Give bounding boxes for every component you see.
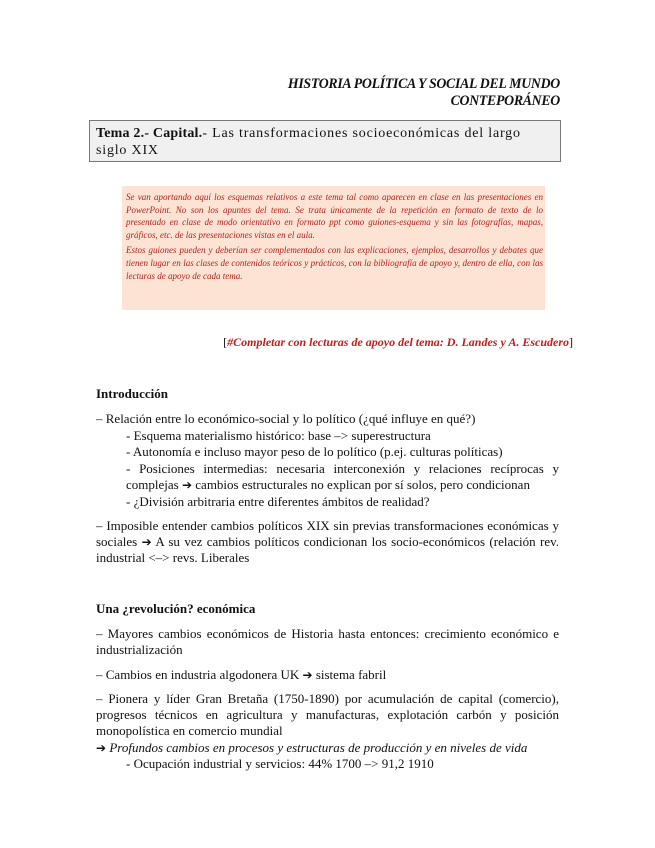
revolucion-point-3: – Pionera y líder Gran Bretaña (1750-1890) por acumulación de capital (comercio), progresos técnicos en agricultura y manufacturas, explotación carbón y posición monopolística en comercio mundial: [96, 691, 559, 738]
revolucion-point-2: – Cambios en industria algodonera UK ➔ sistema fabril: [96, 667, 387, 682]
intro-subpoint-1: - Esquema materialismo histórico: base –> superestructura: [126, 428, 431, 443]
section-heading-revolucion: Una ¿revolución? económica: [96, 601, 256, 616]
intro-point-2: – Imposible entender cambios políticos XIX sin previas transformaciones económicas y sociales ➔ A su vez cambios políticos condicionan los socio-económicos (relación rev. industrial <–> revs. Liberales: [96, 518, 559, 565]
intro-point-1: – Relación entre lo económico-social y lo político (¿qué influye en qué?): [96, 411, 476, 426]
intro-subpoint-2: - Autonomía e incluso mayor peso de lo político (p.ej. culturas políticas): [126, 444, 503, 459]
arrow-right-icon: ➔: [96, 741, 107, 755]
bracket-open: [: [223, 335, 228, 349]
disclaimer-paragraph-2: Estos guiones pueden y deberían ser complementados con las explicaciones, ejemplos, desarrollos y debates que tienen lugar en las clases de contenidos teóricos y prácticos, con la bibliografía de apoyo y, dentro de ella, con las lecturas de apoyo de cada tema.: [126, 245, 543, 281]
disclaimer-paragraph-1: Se van aportando aquí los esquemas relativos a este tema tal como aparecen en clase en las presentaciones en PowerPoint. No son los apuntes del tema. Se trata únicamente de la repetición en formato de texto de lo presentado en clase de modo orientativo en formato ppt como guiones-esquema y sin las fotografías, mapas, gráficos, etc. de las presentaciones vistas en el aula.: [126, 192, 543, 240]
reading-note: [223, 335, 573, 350]
revolucion-point-1: – Mayores cambios económicos de Historia hasta entonces: crecimiento económico e industrialización: [96, 626, 559, 657]
section-heading-introduccion: Introducción: [96, 386, 168, 401]
topic-subtitle: - Las transformaciones socioeconómicas del largo siglo XIX: [96, 126, 521, 158]
revolucion-point-4: ➔ Profundos cambios en procesos y estructuras de producción y en niveles de vida: [96, 740, 528, 755]
bracket-close: ]: [569, 335, 573, 349]
revolucion-subpoint-1: - Ocupación industrial y servicios: 44% 1700 –> 91,2 1910: [126, 756, 434, 771]
intro-subpoint-3: - Posiciones intermedias: necesaria interconexión y relaciones recíprocas y complejas ➔ cambios estructurales no explican por sí solos, pero condicionan: [126, 461, 559, 492]
reading-note-text: #Completar con lecturas de apoyo del tema: D. Landes y A. Escudero: [227, 335, 569, 349]
arrow-right-icon: ➔: [302, 668, 313, 682]
topic-title-box: [89, 120, 561, 162]
document-title: HISTORIA POLÍTICA Y SOCIAL DEL MUNDO CONTEPORÁNEO: [287, 76, 560, 109]
topic-number: Tema 2.- Capital.: [96, 126, 203, 141]
arrow-right-icon: ➔: [141, 535, 152, 549]
intro-subpoint-4: - ¿División arbitraria entre diferentes ámbitos de realidad?: [126, 494, 430, 509]
arrow-right-icon: ➔: [181, 478, 193, 492]
disclaimer-note: [122, 186, 545, 310]
